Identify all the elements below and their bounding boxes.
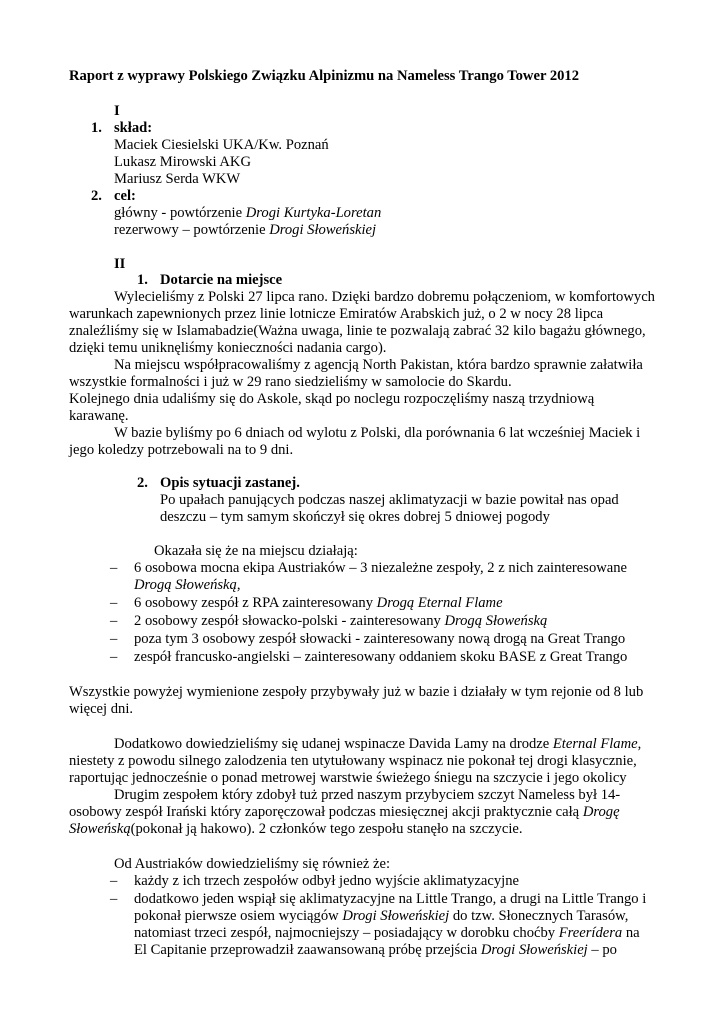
- goal-main-route: Drogi Kurtyka-Loretan: [245, 205, 382, 221]
- text: (pokonał ją hakowo). 2 członków tego zespołu stanęło na szczycie.: [130, 821, 523, 837]
- item-heading-sklad: skład:: [114, 120, 153, 136]
- list-item: zespół francusko-angielski – zainteresowany oddaniem skoku BASE z Great Trango: [134, 649, 628, 665]
- route-name: Drogi Słoweńskiej: [342, 908, 450, 924]
- paragraph-line: jego koledzy potrzebowali na to 9 dni.: [69, 442, 294, 458]
- paragraph-line: Na miejscu współpracowaliśmy z agencją North Pakistan, która bardzo sprawnie załatwiła: [114, 357, 643, 373]
- goal-main-prefix: główny - powtórzenie: [114, 205, 246, 221]
- paragraph-line: [114, 736, 641, 753]
- paragraph-line: W bazie byliśmy po 6 dniach od wylotu z Polski, dla porównania 6 lat wcześniej Maciek i: [114, 425, 641, 441]
- route-name: Słoweńską: [69, 821, 131, 837]
- text: do tzw. Słonecznych Tarasów,: [449, 908, 629, 924]
- text: pokonał pierwsze osiem wyciągów: [134, 908, 343, 924]
- route-name: Freerídera: [558, 925, 623, 941]
- list-item-cont: [134, 942, 617, 959]
- item-number-2: 2.: [91, 188, 102, 204]
- page-title: Raport z wyprawy Polskiego Związku Alpinizmu na Nameless Trango Tower 2012: [69, 68, 580, 84]
- paragraph-line: [69, 821, 523, 838]
- route-name: Eternal Flame: [552, 736, 638, 752]
- text: na: [622, 925, 640, 941]
- route-name: Drogą Eternal Flame: [376, 595, 503, 611]
- list-item: dodatkowo jeden wspiął się aklimatyzacyjne na Little Trango, a drugi na Little Trango i: [134, 891, 647, 907]
- list-item: 6 osobowa mocna ekipa Austriaków – 3 niezależne zespoły, 2 z nich zainteresowane: [134, 560, 628, 576]
- paragraph-line: Drugim zespołem który zdobył tuż przed naszym przybyciem szczyt Nameless był 14-: [114, 787, 621, 803]
- route-name: Drogi Słoweńskiej: [480, 942, 588, 958]
- bullet-marker: –: [110, 560, 118, 576]
- item-number-1: 1.: [91, 120, 102, 136]
- paragraph-line: wszystkie formalności i już w 29 rano siedzieliśmy w samolocie do Skardu.: [69, 374, 512, 390]
- text: osobowy zespół Irański który zaporęczował podczas miesięcznej akcji praktycznie całą: [69, 804, 583, 820]
- sub-heading-opis: Opis sytuacji zastanej.: [160, 475, 300, 491]
- goal-main: [114, 205, 381, 222]
- text: – po: [587, 942, 617, 958]
- route-name: Drogę: [582, 804, 620, 820]
- sub-number-1: 1.: [137, 272, 148, 288]
- bullet-marker: –: [110, 631, 118, 647]
- bullet-marker: –: [110, 613, 118, 629]
- paragraph-line: deszczu – tym samym skończył się okres dobrej 5 dniowej pogody: [160, 509, 550, 525]
- list-intro: Okazała się że na miejscu działają:: [154, 543, 358, 559]
- goal-backup: [114, 222, 376, 239]
- punct: ,: [637, 736, 642, 752]
- paragraph-line: [69, 804, 620, 821]
- text: El Capitanie przeprowadził zaawansowaną próbę przejścia: [134, 942, 481, 958]
- paragraph-line: karawanę.: [69, 408, 129, 424]
- route-name: Drogą Słoweńską: [444, 613, 548, 629]
- list-intro: Od Austriaków dowiedzieliśmy się również że:: [114, 856, 390, 872]
- section-roman-1: I: [114, 103, 120, 119]
- goal-backup-prefix: rezerwowy – powtórzenie: [114, 222, 270, 238]
- sub-number-2: 2.: [137, 475, 148, 491]
- list-item-cont: [134, 925, 640, 942]
- paragraph-line: więcej dni.: [69, 701, 134, 717]
- route-name: Drogą Słoweńską: [134, 577, 237, 593]
- bullet-marker: –: [110, 873, 118, 889]
- list-item: [134, 613, 547, 630]
- list-item-text: 6 osobowy zespół z RPA zainteresowany: [134, 595, 377, 611]
- list-item-text: 2 osobowy zespół słowacko-polski - zainteresowany: [134, 613, 445, 629]
- section-roman-2: II: [114, 256, 126, 272]
- member-line: Lukasz Mirowski AKG: [114, 154, 252, 170]
- text: Dodatkowo dowiedzieliśmy się udanej wspinacze Davida Lamy na drodze: [114, 736, 553, 752]
- list-item: poza tym 3 osobowy zespół słowacki - zainteresowany nową drogą na Great Trango: [134, 631, 626, 647]
- paragraph-line: Wylecieliśmy z Polski 27 lipca rano. Dzięki bardzo dobremu połączeniom, w komfortowych: [114, 289, 655, 305]
- paragraph-line: Kolejnego dnia udaliśmy się do Askole, skąd po noclegu rozpoczęliśmy naszą trzydniową: [69, 391, 595, 407]
- paragraph-line: niestety z powodu silnego zalodzenia ten utytułowany wspinacz nie pokonał tej drogi klasycznie,: [69, 753, 637, 769]
- sub-heading-dotarcie: Dotarcie na miejsce: [160, 272, 283, 288]
- text: natomiast trzeci zespół, najmocniejszy – posiadający w dorobku choćby: [134, 925, 559, 941]
- member-line: Maciek Ciesielski UKA/Kw. Poznań: [114, 137, 329, 153]
- paragraph-line: Po upałach panujących podczas naszej aklimatyzacji w bazie powitał nas opad: [160, 492, 619, 508]
- bullet-marker: –: [110, 595, 118, 611]
- paragraph-line: warunkach zapewnionych przez linie lotnicze Emiratów Arabskich już, o 2 w nocy 28 lipca: [69, 306, 604, 322]
- list-item: każdy z ich trzech zespołów odbył jedno wyjście aklimatyzacyjne: [134, 873, 519, 889]
- paragraph-line: znaleźliśmy się w Islamabadzie(Ważna uwaga, linie te pozwalają zabrać 32 kilo bagażu głównego,: [69, 323, 646, 339]
- list-item: [134, 595, 503, 612]
- punct: ,: [236, 577, 241, 593]
- bullet-marker: –: [110, 891, 118, 907]
- list-item-cont: [134, 577, 240, 594]
- goal-backup-route: Drogi Słoweńskiej: [269, 222, 377, 238]
- member-line: Mariusz Serda WKW: [114, 171, 241, 187]
- paragraph-line: Wszystkie powyżej wymienione zespoły przybywały już w bazie i działały w tym rejonie od 8 lub: [69, 684, 644, 700]
- list-item-cont: [134, 908, 628, 925]
- paragraph-line: dzięki temu uniknęliśmy konieczności nadania cargo).: [69, 340, 387, 356]
- bullet-marker: –: [110, 649, 118, 665]
- item-heading-cel: cel:: [114, 188, 136, 204]
- paragraph-line: raportując jednocześnie o ponad metrowej warstwie świeżego śniegu na szczycie i jego okolicy: [69, 770, 627, 786]
